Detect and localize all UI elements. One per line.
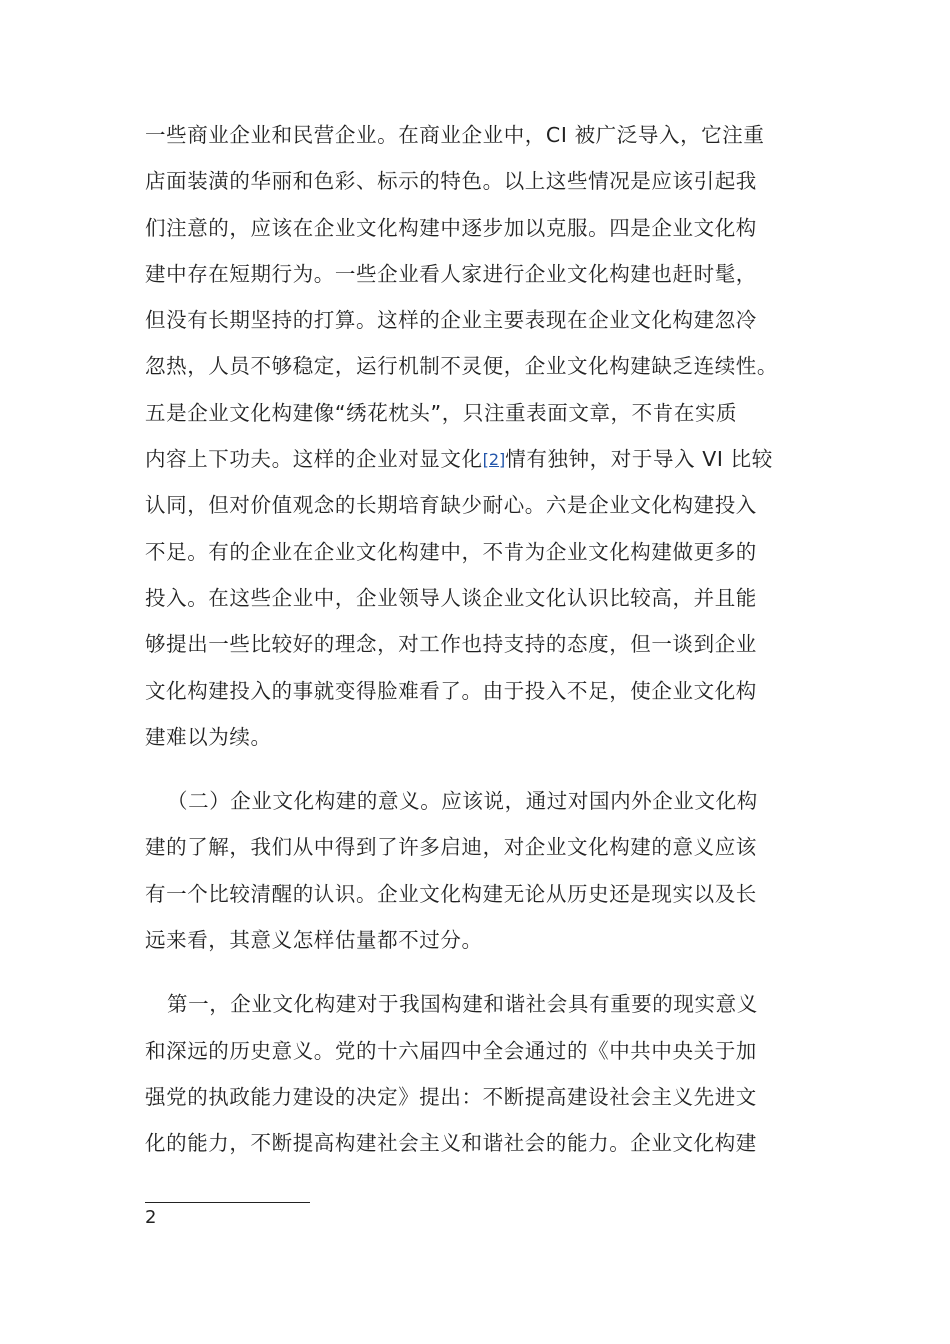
text-line: 和深远的历史意义。党的十六届四中全会通过的《中共中央关于加 <box>145 1038 757 1063</box>
text-line: 化的能力，不断提高构建社会主义和谐社会的能力。企业文化构建 <box>145 1131 757 1156</box>
text-line: 五是企业文化构建像“绣花枕头”，只注重表面文章，不肯在实质 <box>145 400 738 425</box>
paragraph-spacer <box>145 963 815 981</box>
text-line: 强党的执政能力建设的决定》提出：不断提高建设社会主义先进文 <box>145 1084 757 1109</box>
footnote-reference-link[interactable]: [2] <box>482 450 506 470</box>
text-line: 够提出一些比较好的理念，对工作也持支持的态度，但一谈到企业 <box>145 632 757 657</box>
text-line: 但没有长期坚持的打算。这样的企业主要表现在企业文化构建忽冷 <box>145 308 757 333</box>
text-line-with-footnote <box>145 436 815 482</box>
text-line: （二）企业文化构建的意义。应该说，通过对国内外企业文化构 <box>167 789 758 814</box>
paragraph-1 <box>145 112 815 760</box>
text-line: 建中存在短期行为。一些企业看人家进行企业文化构建也赶时髦， <box>145 261 757 286</box>
text-line: 建的了解，我们从中得到了许多启迪，对企业文化构建的意义应该 <box>145 835 757 860</box>
text-line: 店面装潢的华丽和色彩、标示的特色。以上这些情况是应该引起我 <box>145 169 757 194</box>
text-line: 远来看，其意义怎样估量都不过分。 <box>145 928 483 953</box>
text-line: 们注意的，应该在企业文化构建中逐步加以克服。四是企业文化构 <box>145 215 757 240</box>
text-line: 一些商业企业和民营企业。在商业企业中，CI 被广泛导入，它注重 <box>145 123 765 147</box>
text-line: 有一个比较清醒的认识。企业文化构建无论从历史还是现实以及长 <box>145 881 757 906</box>
text-segment: 情有独钟，对于导入 VI 比较 <box>505 447 773 472</box>
text-line: 第一，企业文化构建对于我国构建和谐社会具有重要的现实意义 <box>167 992 758 1017</box>
paragraph-spacer <box>145 760 815 778</box>
body-text <box>145 112 815 1167</box>
text-line: 建难以为续。 <box>145 724 272 749</box>
footnote-separator <box>145 1202 310 1203</box>
paragraph-3 <box>145 981 815 1166</box>
paragraph-2 <box>145 778 815 963</box>
footnote-number: 2 <box>145 1207 157 1228</box>
text-line: 认同，但对价值观念的长期培育缺少耐心。六是企业文化构建投入 <box>145 493 757 518</box>
text-segment: 内容上下功夫。这样的企业对显文化 <box>145 447 483 472</box>
text-line: 忽热，人员不够稳定，运行机制不灵便，企业文化构建缺乏连续性。 <box>145 354 778 379</box>
text-line: 不足。有的企业在企业文化构建中，不肯为企业文化构建做更多的 <box>145 539 757 564</box>
text-line: 文化构建投入的事就变得脸难看了。由于投入不足，使企业文化构 <box>145 678 757 703</box>
text-line: 投入。在这些企业中，企业领导人谈企业文化认识比较高，并且能 <box>145 585 757 610</box>
